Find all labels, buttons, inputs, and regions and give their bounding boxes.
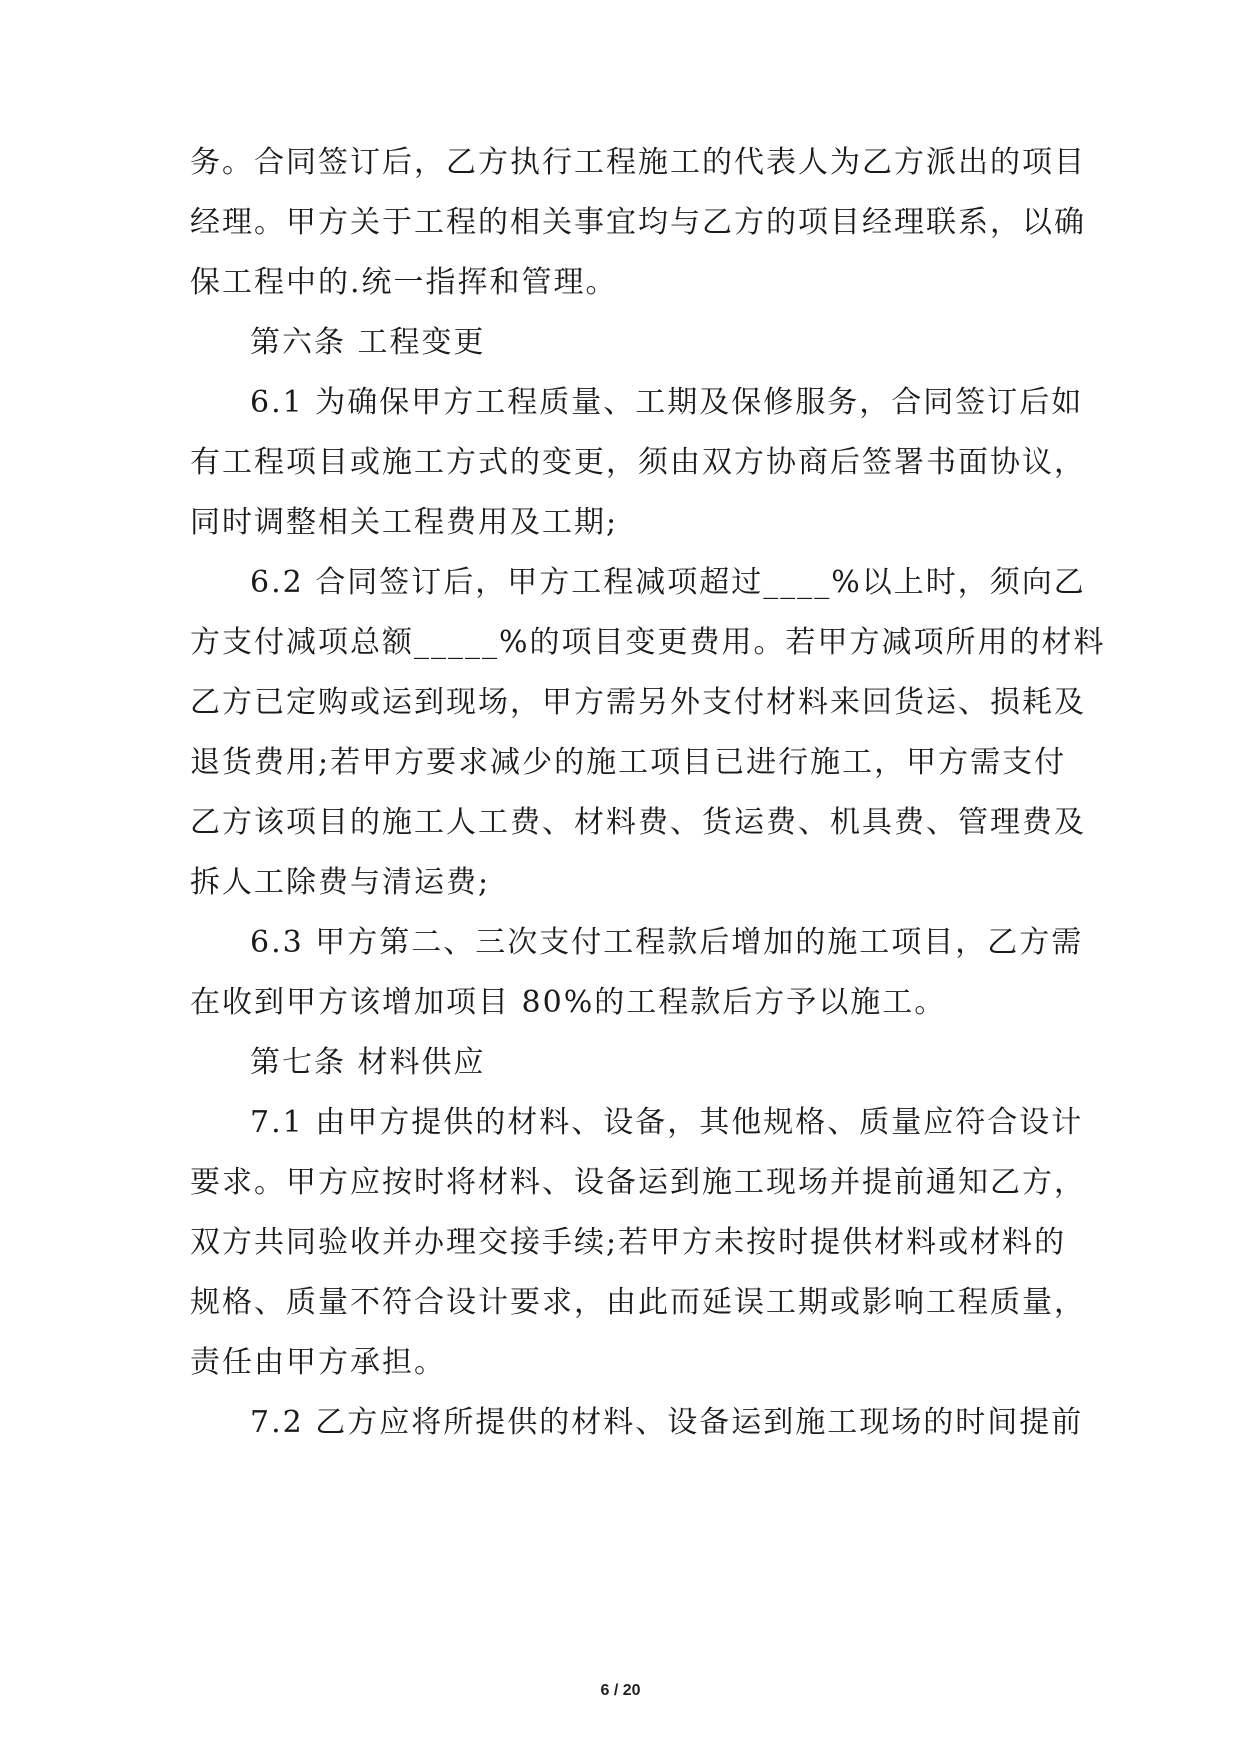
text-line: 规格、质量不符合设计要求，由此而延误工期或影响工程质量， (190, 1285, 1086, 1320)
text-line: 6.3 甲方第二、三次支付工程款后增加的施工项目，乙方需 (250, 925, 1084, 960)
text-line: 退货费用;若甲方要求减少的施工项目已进行施工，甲方需支付 (190, 745, 1067, 780)
text-line: 6.2 合同签订后，甲方工程减项超过____%以上时，须向乙 (250, 565, 1086, 600)
text-line: 7.1 由甲方提供的材料、设备，其他规格、质量应符合设计 (250, 1105, 1084, 1140)
text-line: 方支付减项总额_____%的项目变更费用。若甲方减项所用的材料 (190, 625, 1106, 660)
section-heading: 第七条 材料供应 (250, 1045, 486, 1080)
text-line: 同时调整相关工程费用及工期; (190, 505, 619, 540)
text-line: 乙方该项目的施工人工费、材料费、货运费、机具费、管理费及 (190, 805, 1086, 840)
text-line: 务。合同签订后，乙方执行工程施工的代表人为乙方派出的项目 (190, 145, 1086, 180)
text-line: 在收到甲方该增加项目 80%的工程款后方予以施工。 (190, 985, 947, 1020)
text-line: 保工程中的.统一指挥和管理。 (190, 265, 618, 300)
text-line: 经理。甲方关于工程的相关事宜均与乙方的项目经理联系，以确 (190, 205, 1086, 240)
text-line: 责任由甲方承担。 (190, 1345, 446, 1380)
page-number: 6 / 20 (600, 1682, 641, 1699)
text-line: 双方共同验收并办理交接手续;若甲方未按时提供材料或材料的 (190, 1225, 1067, 1260)
text-line: 有工程项目或施工方式的变更，须由双方协商后签署书面协议， (190, 445, 1086, 480)
text-line: 拆人工除费与清运费; (190, 865, 491, 900)
text-line: 6.1 为确保甲方工程质量、工期及保修服务，合同签订后如 (250, 385, 1084, 420)
text-line: 要求。甲方应按时将材料、设备运到施工现场并提前通知乙方， (190, 1165, 1086, 1200)
text-line: 乙方已定购或运到现场，甲方需另外支付材料来回货运、损耗及 (190, 685, 1086, 720)
text-line: 7.2 乙方应将所提供的材料、设备运到施工现场的时间提前 (250, 1405, 1084, 1440)
section-heading: 第六条 工程变更 (250, 325, 486, 360)
